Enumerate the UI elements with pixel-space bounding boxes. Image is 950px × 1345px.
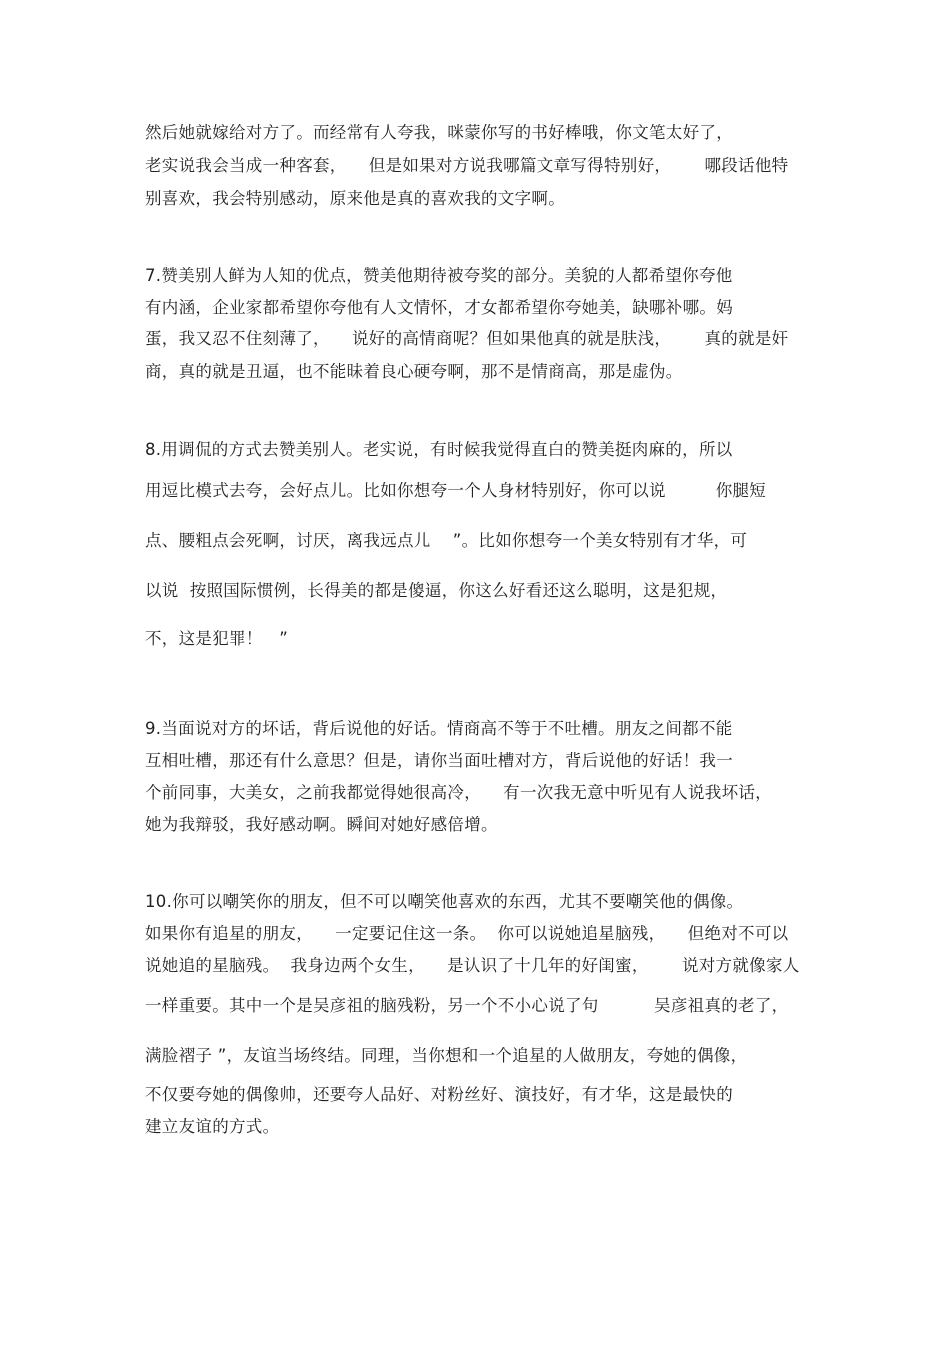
- text-line: 商，真的就是丑逼，也不能昧着良心硬夸啊，那不是情商高，那是虚伪。: [145, 362, 683, 381]
- text-line: 8.用调侃的方式去赞美别人。老实说，有时候我觉得直白的赞美挺肉麻的，所以: [145, 440, 733, 459]
- text-line: 点、腰粗点会死啊，讨厌，离我远点儿 ”。比如你想夸一个美女特别有才华，可: [145, 531, 748, 550]
- text-line: 不仅要夸她的偶像帅，还要夸人品好、对粉丝好、演技好，有才华，这是最快的: [145, 1085, 733, 1104]
- text-line: 7.赞美别人鲜为人知的优点，赞美他期待被夸奖的部分。美貌的人都希望你夸他: [145, 266, 733, 285]
- text-line: 互相吐槽，那还有什么意思？但是，请你当面吐槽对方，背后说他的好话！我一: [145, 751, 733, 770]
- text-line: 个前同事，大美女，之前我都觉得她很高冷， 有一次我无意中听见有人说我坏话，: [145, 783, 772, 802]
- text-line: 然后她就嫁给对方了。而经常有人夸我，咪蒙你写的书好棒哦，你文笔太好了，: [145, 123, 733, 142]
- text-line: 如果你有追星的朋友， 一定要记住这一条。 你可以说她追星脑残， 但绝对不可以: [145, 924, 789, 943]
- text-line: 建立友谊的方式。: [145, 1117, 280, 1136]
- text-line: 9.当面说对方的坏话，背后说他的好话。情商高不等于不吐槽。朋友之间都不能: [145, 719, 733, 738]
- text-line: 10.你可以嘲笑你的朋友，但不可以嘲笑他喜欢的东西，尤其不要嘲笑他的偶像。: [145, 892, 744, 911]
- text-line: 别喜欢，我会特别感动，原来他是真的喜欢我的文字啊。: [145, 189, 565, 208]
- text-line: 老实说我会当成一种客套， 但是如果对方说我哪篇文章写得特别好， 哪段话他特: [145, 156, 789, 175]
- text-line: 不，这是犯罪！ ”: [145, 629, 289, 648]
- text-line: 说她追的星脑残。 我身边两个女生， 是认识了十几年的好闺蜜， 说对方就像家人: [145, 956, 800, 975]
- text-line: 蛋，我又忍不住刻薄了， 说好的高情商呢？但如果他真的就是肤浅， 真的就是奸: [145, 329, 789, 348]
- text-line: 满脸褶子 ”，友谊当场终结。同理，当你想和一个追星的人做朋友，夸她的偶像，: [145, 1046, 748, 1065]
- text-line: 一样重要。其中一个是吴彦祖的脑残粉，另一个不小心说了句 吴彦祖真的老了，: [145, 996, 789, 1015]
- text-line: 有内涵，企业家都希望你夸他有人文情怀，才女都希望你夸她美，缺哪补哪。妈: [145, 298, 733, 317]
- text-line: 她为我辩驳，我好感动啊。瞬间对她好感倍增。: [145, 815, 498, 834]
- text-line: 用逗比模式去夸，会好点儿。比如你想夸一个人身材特别好，你可以说 你腿短: [145, 481, 767, 500]
- text-line: 以说 按照国际惯例，长得美的都是傻逼，你这么好看还这么聪明，这是犯规，: [145, 581, 728, 600]
